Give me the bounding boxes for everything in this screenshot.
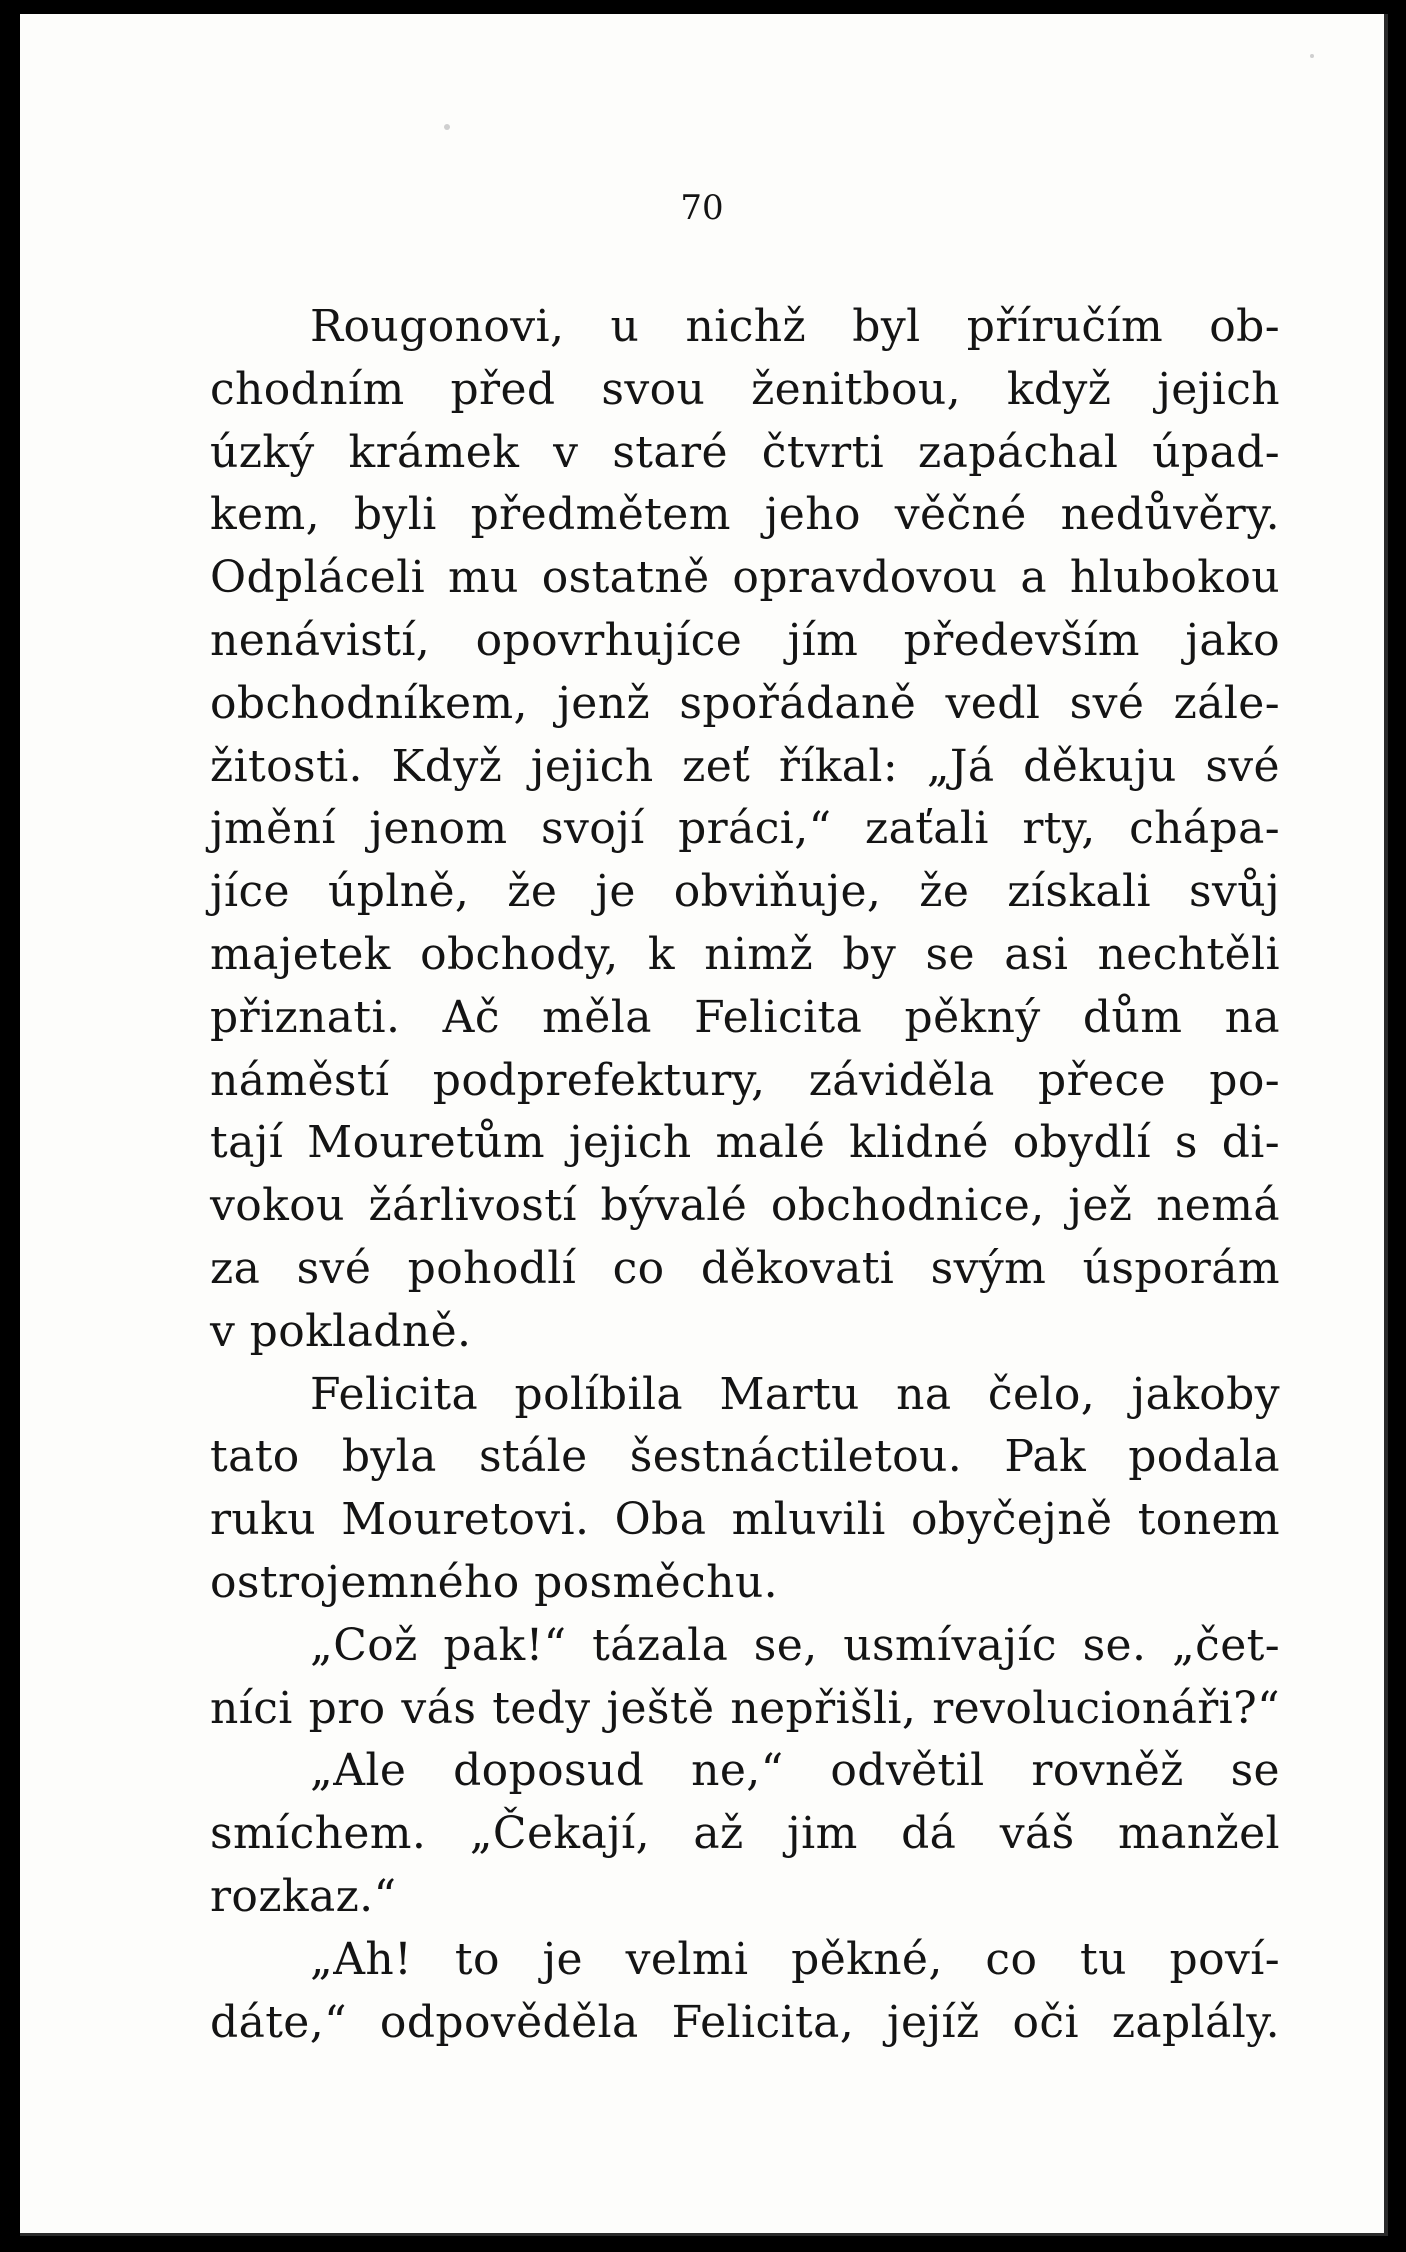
text-line: dáte,“ odpověděla Felicita, jejíž oči zaplály. [210, 1996, 1280, 2048]
text-line: obchodníkem, jenž spořádaně vedl své zále- [210, 677, 1280, 729]
text-line: níci pro vás tedy ještě nepřišli, revolucionáři?“ [210, 1682, 1280, 1734]
text-line: žitosti. Když jejich zeť říkal: „Já děkuju své [210, 740, 1280, 792]
text-line: přiznati. Ač měla Felicita pěkný dům na [210, 991, 1280, 1043]
text-line: jíce úplně, že je obviňuje, že získali svůj [210, 866, 1280, 918]
text-line: ostrojemného posměchu. [210, 1556, 778, 1608]
text-line: vokou žárlivostí bývalé obchodnice, jež nemá [210, 1180, 1280, 1232]
text-line: Felicita políbila Martu na čelo, jakoby [310, 1368, 1280, 1420]
text-line: rozkaz.“ [210, 1870, 397, 1922]
text-line: „Což pak!“ tázala se, usmívajíc se. „čet- [310, 1619, 1280, 1671]
text-line: tají Mouretům jejich malé klidné obydlí s di- [210, 1117, 1280, 1169]
text-line: chodním před svou ženitbou, když jejich [210, 363, 1280, 415]
text-line: smíchem. „Čekají, až jim dá váš manžel [210, 1808, 1280, 1860]
text-line: jmění jenom svojí práci,“ zaťali rty, chápa- [210, 803, 1280, 855]
text-line: tato byla stále šestnáctiletou. Pak podala [210, 1431, 1280, 1483]
text-line: „Ale doposud ne,“ odvětil rovněž se [310, 1745, 1280, 1797]
text-line: v pokladně. [210, 1305, 472, 1357]
text-line: „Ah! to je velmi pěkné, co tu poví- [310, 1933, 1280, 1985]
text-line: majetek obchody, k nimž by se asi nechtěli [210, 928, 1280, 980]
text-line: kem, byli předmětem jeho věčné nedůvěry. [210, 489, 1280, 541]
text-line: za své pohodlí co děkovati svým úsporám [210, 1242, 1280, 1294]
book-page [20, 14, 1388, 2236]
text-line: náměstí podprefektury, záviděla přece po- [210, 1054, 1280, 1106]
text-line: Rougonovi, u nichž byl příručím ob- [310, 301, 1280, 352]
text-line: nenávistí, opovrhujíce jím především jako [210, 614, 1280, 666]
paper-speck [1310, 54, 1314, 58]
body-text [210, 296, 1280, 2054]
paper-speck [444, 124, 450, 130]
text-line: úzký krámek v staré čtvrti zapáchal úpad- [210, 426, 1280, 478]
text-line: ruku Mouretovi. Oba mluvili obyčejně tonem [210, 1494, 1280, 1546]
page-number: 70 [680, 188, 724, 228]
text-line: Odpláceli mu ostatně opravdovou a hlubokou [210, 552, 1280, 604]
